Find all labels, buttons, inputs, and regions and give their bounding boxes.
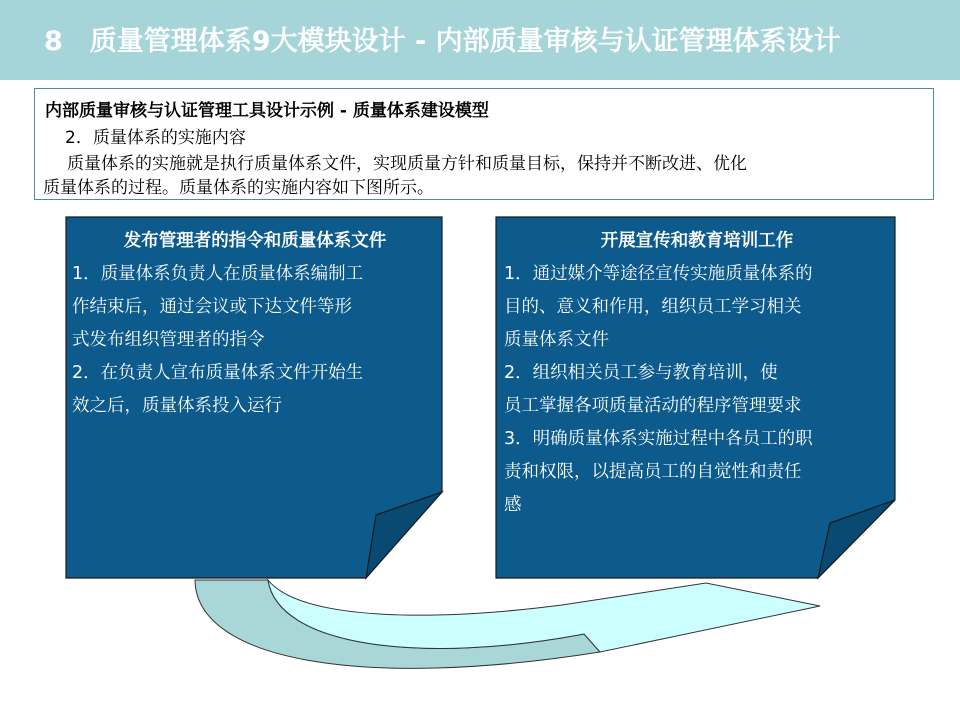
right-card-line: 感 — [504, 495, 522, 515]
intro-line-2: 质量体系的实施就是执行质量体系文件，实现质量方针和质量目标，保持并不断改进、优化 — [67, 154, 747, 174]
intro-line-1: 2．质量体系的实施内容 — [65, 128, 246, 148]
right-card-line: 质量体系文件 — [504, 330, 609, 350]
left-card-line: 作结束后，通过会议或下达文件等形 — [72, 297, 352, 317]
left-card-line: 效之后，质量体系投入运行 — [72, 396, 282, 416]
left-card — [72, 225, 438, 423]
intro-line-3: 质量体系的过程。质量体系的实施内容如下图所示。 — [43, 178, 434, 198]
right-card-line: 员工掌握各项质量活动的程序管理要求 — [504, 396, 802, 416]
right-card-line: 1．通过媒介等途径宣传实施质量体系的 — [504, 264, 813, 284]
intro-heading: 内部质量审核与认证管理工具设计示例 - 质量体系建设模型 — [45, 101, 489, 121]
right-card-title: 开展宣传和教育培训工作 — [600, 231, 794, 251]
left-card-title: 发布管理者的指令和质量体系文件 — [123, 231, 387, 251]
right-card-line: 目的、意义和作用，组织员工学习相关 — [504, 297, 802, 317]
slide-title: 8 质量管理体系9大模块设计 - 内部质量审核与认证管理体系设计 — [44, 26, 841, 57]
left-card-line: 式发布组织管理者的指令 — [72, 330, 265, 350]
right-card — [504, 225, 890, 522]
right-card-line: 责和权限，以提高员工的自觉性和责任 — [504, 462, 802, 482]
right-card-line: 3．明确质量体系实施过程中各员工的职 — [504, 429, 813, 449]
left-card-line: 2．在负责人宣布质量体系文件开始生 — [72, 363, 364, 383]
right-card-line: 2．组织相关员工参与教育培训，使 — [504, 363, 778, 383]
left-card-line: 1．质量体系负责人在质量体系编制工 — [72, 264, 364, 284]
